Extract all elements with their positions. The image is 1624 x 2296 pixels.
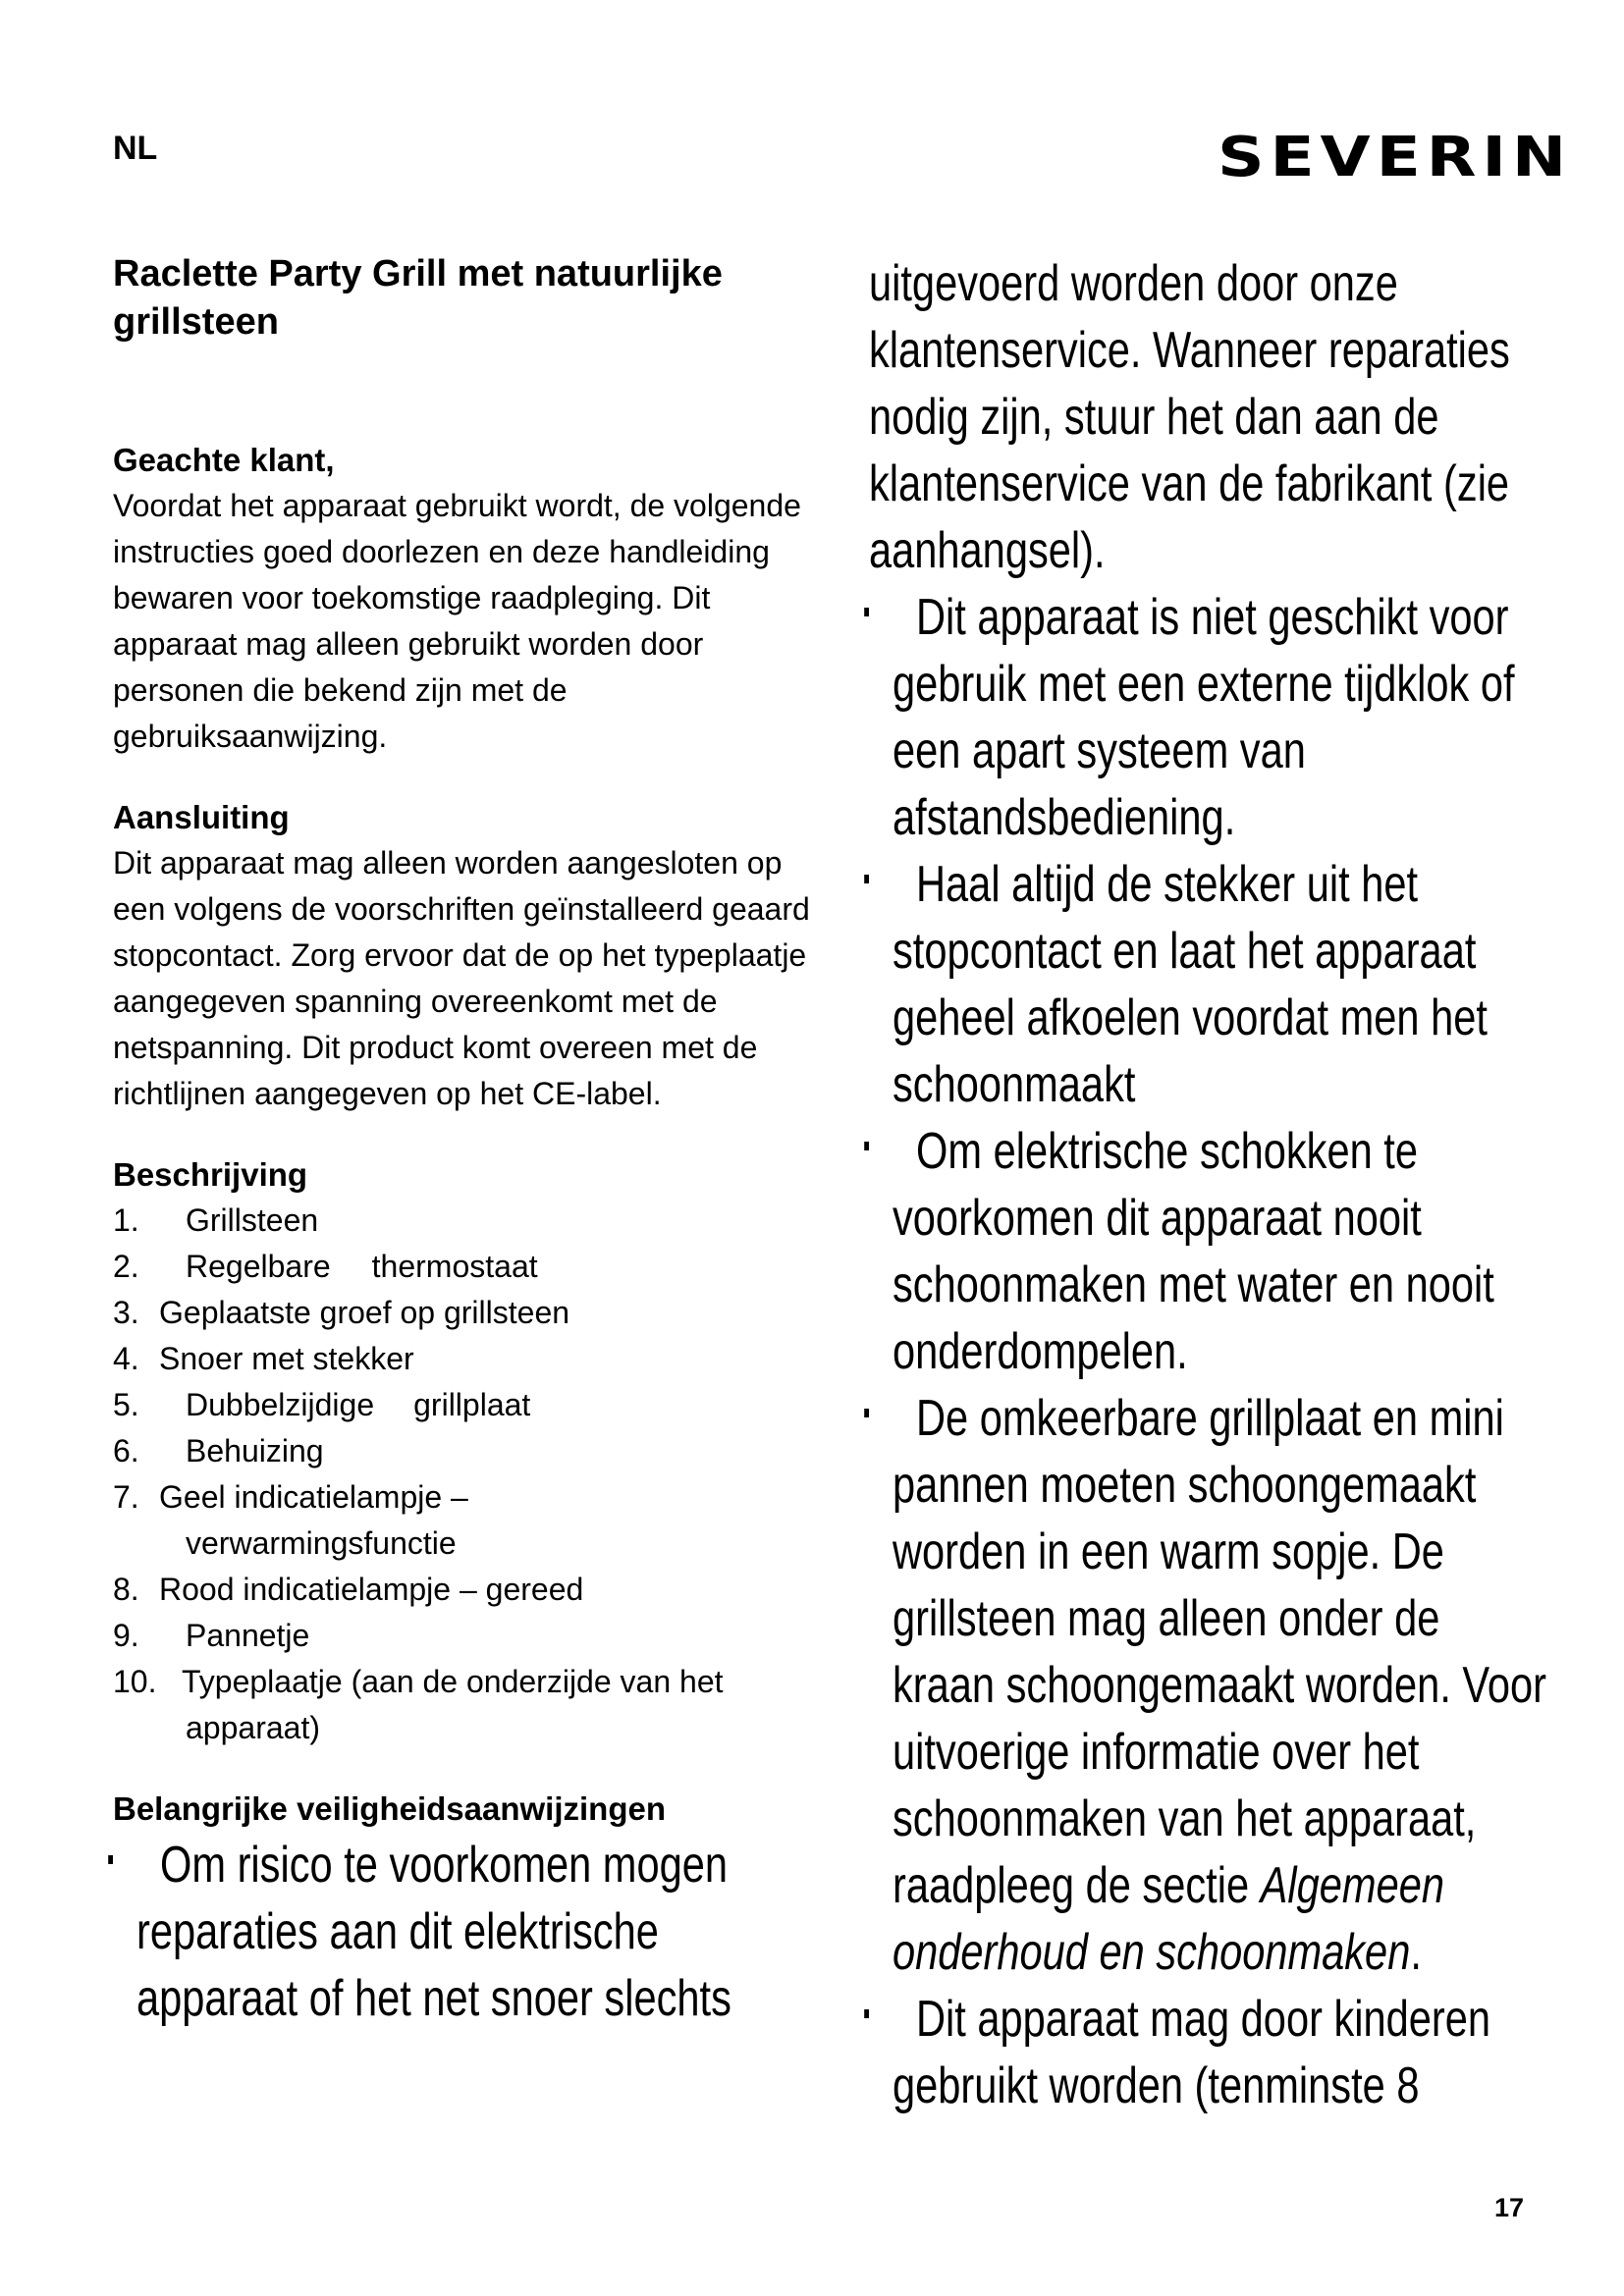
list-item: [869, 851, 1546, 1118]
item-number: 9.: [113, 1618, 139, 1653]
item-number: 7.: [113, 1479, 139, 1515]
bullet-continuation: uitgevoerd worden door onze klantenservice. Wanneer reparaties nodig zijn, stuur het dan aan de klantenservice van de fabrikant (zie aanhangsel).: [869, 255, 1510, 579]
connection-section: [113, 795, 820, 1117]
list-item: [113, 1832, 820, 2032]
description-section: [113, 1152, 820, 1751]
bullet-icon: [864, 2009, 869, 2018]
bullet-text: Dit apparaat mag door kinderen gebruikt worden (tenminste 8: [893, 1991, 1491, 2114]
item-number: 8.: [113, 1572, 139, 1607]
intro-section: [113, 438, 820, 760]
item-number: 5.: [113, 1387, 139, 1422]
item-text-cont: apparaat): [186, 1710, 320, 1745]
connection-text: Dit apparaat mag alleen worden aangesloten op een volgens de voorschriften geïnstalleerd geaard stopcontact. Zorg ervoor dat de op het typeplaatje aangegeven spanning overeenkomt met de netspanning. Dit product komt overeen met de richtlijnen aangegeven op het CE-label.: [113, 845, 810, 1111]
bullet-text: Dit apparaat is niet geschikt voor gebruik met een externe tijdklok of een apart systeem van afstandsbediening.: [893, 589, 1515, 846]
list-item: [869, 584, 1546, 851]
bullet-text: Om risico te voorkomen mogen reparaties aan dit elektrische apparaat of het net snoer slechts: [136, 1837, 731, 2027]
list-item: [113, 1474, 820, 1521]
item-text: Pannetje: [186, 1618, 310, 1653]
item-text-cont: verwarmingsfunctie: [186, 1525, 457, 1561]
item-number: 3.: [113, 1295, 139, 1330]
language-code: NL: [113, 130, 158, 167]
item-text: Regelbare: [186, 1249, 331, 1284]
item-text: Typeplaatje (aan de onderzijde van het: [182, 1664, 724, 1699]
list-item-cont: [113, 1521, 820, 1567]
list-item: [113, 1659, 820, 1705]
description-heading: Beschrijving: [113, 1156, 308, 1193]
parts-list: [113, 1198, 820, 1751]
item-text-cont: grillplaat: [413, 1387, 531, 1422]
list-item: [113, 1382, 820, 1428]
safety-section: [113, 1787, 820, 2032]
left-column: [113, 250, 820, 2032]
page-title: Raclette Party Grill met natuurlijke grillsteen: [113, 253, 723, 343]
list-item: [113, 1244, 820, 1290]
list-item: [869, 1118, 1546, 1385]
page-number: 17: [1494, 2193, 1525, 2222]
bullet-icon: [108, 1855, 113, 1864]
intro-heading: Geachte klant,: [113, 442, 335, 478]
list-item: [113, 1198, 820, 1244]
item-text: Grillsteen: [186, 1202, 319, 1238]
item-text-cont: thermostaat: [371, 1249, 538, 1284]
item-text: Snoer met stekker: [159, 1341, 414, 1376]
list-item: [113, 1336, 820, 1382]
item-number: 4.: [113, 1341, 139, 1376]
item-text: Rood indicatielampje – gereed: [159, 1572, 584, 1607]
item-number: 6.: [113, 1433, 139, 1468]
safety-heading: Belangrijke veiligheidsaanwijzingen: [113, 1790, 666, 1827]
brand-logo: SEVERIN: [1218, 126, 1573, 189]
bullet-text-end: .: [1410, 1924, 1422, 1981]
item-text: Geel indicatielampje –: [159, 1479, 468, 1515]
bullet-text: Haal altijd de stekker uit het stopcontact en laat het apparaat geheel afkoelen voordat men het schoonmaakt: [893, 856, 1488, 1113]
bullet-icon: [864, 608, 869, 616]
item-text: Behuizing: [186, 1433, 324, 1468]
bullet-icon: [864, 875, 869, 883]
item-text: Dubbelzijdige: [186, 1387, 375, 1422]
item-number: 1.: [113, 1202, 139, 1238]
item-text: Geplaatste groef op grillsteen: [159, 1295, 570, 1330]
safety-list-right: [869, 584, 1546, 2119]
list-item: [113, 1613, 820, 1659]
bullet-text: Om elektrische schokken te voorkomen dit apparaat nooit schoonmaken met water en nooit onderdompelen.: [893, 1123, 1494, 1380]
bullet-icon: [864, 1142, 869, 1150]
list-item-cont: [113, 1705, 820, 1751]
intro-text: Voordat het apparaat gebruikt wordt, de volgende instructies goed doorlezen en deze handleiding bewaren voor toekomstige raadpleging. Dit apparaat mag alleen gebruikt worden door personen die bekend zijn met de gebruiksaanwijzing.: [113, 488, 801, 754]
safety-list-left: [113, 1832, 820, 2032]
right-column: [869, 250, 1546, 2119]
list-item: [869, 1385, 1546, 1986]
bullet-icon: [864, 1409, 869, 1417]
item-number: 2.: [113, 1249, 139, 1284]
section-reference: Algemeen onderhoud en schoonmaken: [893, 1857, 1444, 1981]
list-item: [113, 1567, 820, 1613]
list-item: [113, 1290, 820, 1336]
connection-heading: Aansluiting: [113, 799, 290, 835]
list-item: [113, 1428, 820, 1474]
list-item: [869, 1986, 1546, 2119]
bullet-text: De omkeerbare grillplaat en mini pannen moeten schoongemaakt worden in een warm sopje. De grillsteen mag alleen onder de kraan schoongemaakt worden. Voor uitvoerige informatie over het schoonmaken van het apparaat, raadpleeg de sectie: [893, 1390, 1547, 1914]
item-number: 10.: [113, 1664, 157, 1699]
